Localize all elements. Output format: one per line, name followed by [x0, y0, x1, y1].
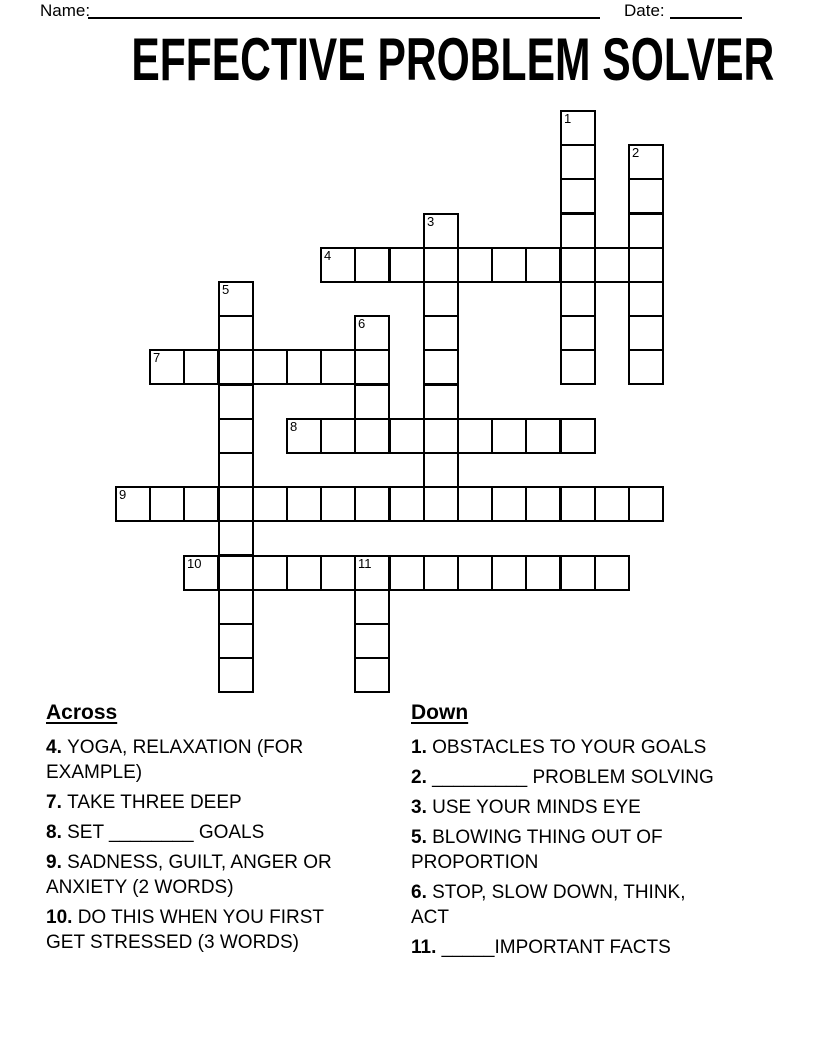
- clue-text: _________ PROBLEM SOLVING: [432, 767, 714, 788]
- clue-number: 3.: [411, 797, 433, 818]
- grid-cell[interactable]: [491, 555, 527, 591]
- grid-cell[interactable]: [354, 623, 390, 659]
- grid-cell[interactable]: [457, 247, 493, 283]
- grid-cell[interactable]: [354, 418, 390, 454]
- grid-cell[interactable]: [560, 349, 596, 385]
- grid-cell[interactable]: [286, 555, 322, 591]
- grid-cell[interactable]: [320, 418, 356, 454]
- grid-cell[interactable]: [354, 384, 390, 420]
- grid-cell[interactable]: [320, 555, 356, 591]
- grid-cell[interactable]: [491, 486, 527, 522]
- clue-text: YOGA, RELAXATION (FOR EXAMPLE): [46, 737, 304, 783]
- grid-cell[interactable]: [423, 281, 459, 317]
- grid-cell[interactable]: [594, 486, 630, 522]
- grid-cell[interactable]: [183, 349, 219, 385]
- down-clues-section: [411, 700, 725, 965]
- grid-cell[interactable]: [423, 418, 459, 454]
- grid-cell[interactable]: [218, 315, 254, 351]
- grid-cell[interactable]: [218, 452, 254, 488]
- grid-cell[interactable]: [183, 486, 219, 522]
- clue-text: TAKE THREE DEEP: [67, 792, 242, 813]
- clue-number: 8.: [46, 822, 68, 843]
- grid-cell[interactable]: [491, 247, 527, 283]
- grid-cell[interactable]: [560, 281, 596, 317]
- clue-item: [46, 850, 352, 900]
- grid-cell[interactable]: [628, 144, 664, 180]
- grid-cell[interactable]: [560, 247, 596, 283]
- grid-cell[interactable]: [389, 418, 425, 454]
- grid-number: 4: [324, 248, 332, 263]
- across-clues-section: [46, 700, 352, 960]
- clue-item: [411, 825, 725, 875]
- grid-cell[interactable]: [286, 349, 322, 385]
- grid-cell[interactable]: [628, 486, 664, 522]
- grid-cell[interactable]: [218, 589, 254, 625]
- grid-cell[interactable]: [320, 247, 356, 283]
- grid-cell[interactable]: [525, 247, 561, 283]
- grid-cell[interactable]: [560, 486, 596, 522]
- grid-cell[interactable]: [594, 555, 630, 591]
- grid-number: 9: [119, 487, 127, 502]
- grid-cell[interactable]: [560, 315, 596, 351]
- clue-text: BLOWING THING OUT OF PROPORTION: [411, 827, 663, 873]
- grid-cell[interactable]: [218, 623, 254, 659]
- title-row: [0, 26, 816, 93]
- clue-number: 5.: [411, 827, 433, 848]
- name-label: Name:: [40, 1, 91, 20]
- grid-cell[interactable]: [423, 384, 459, 420]
- clue-text: STOP, SLOW DOWN, THINK, ACT: [411, 882, 686, 928]
- grid-cell[interactable]: [218, 657, 254, 693]
- grid-cell[interactable]: [354, 315, 390, 351]
- grid-number: 1: [564, 111, 572, 126]
- grid-cell[interactable]: [423, 315, 459, 351]
- clue-item: [411, 735, 725, 760]
- grid-number: 6: [358, 316, 366, 331]
- grid-cell[interactable]: [354, 555, 390, 591]
- clue-item: [46, 735, 352, 785]
- grid-cell[interactable]: [560, 110, 596, 146]
- grid-cell[interactable]: [218, 349, 254, 385]
- grid-cell[interactable]: [457, 486, 493, 522]
- grid-cell[interactable]: [286, 486, 322, 522]
- grid-cell[interactable]: [320, 349, 356, 385]
- grid-cell[interactable]: [354, 247, 390, 283]
- grid-cell[interactable]: [628, 213, 664, 249]
- clue-item: [411, 880, 725, 930]
- clue-text: USE YOUR MINDS EYE: [432, 797, 641, 818]
- clue-number: 6.: [411, 882, 433, 903]
- across-heading: Across: [46, 701, 118, 724]
- grid-cell[interactable]: [457, 418, 493, 454]
- grid-cell[interactable]: [149, 486, 185, 522]
- down-clue-list: [411, 735, 725, 960]
- date-label: Date:: [624, 1, 665, 20]
- clue-item: [46, 790, 352, 815]
- grid-cell[interactable]: [423, 452, 459, 488]
- clue-text: SET ________ GOALS: [67, 822, 265, 843]
- grid-number: 7: [153, 350, 161, 365]
- grid-cell[interactable]: [218, 281, 254, 317]
- grid-cell[interactable]: [149, 349, 185, 385]
- grid-cell[interactable]: [628, 315, 664, 351]
- grid-cell[interactable]: [354, 657, 390, 693]
- grid-cell[interactable]: [628, 178, 664, 214]
- clue-text: SADNESS, GUILT, ANGER OR ANXIETY (2 WORDS): [46, 852, 332, 898]
- grid-cell[interactable]: [560, 213, 596, 249]
- grid-cell[interactable]: [218, 384, 254, 420]
- grid-number: 8: [290, 419, 298, 434]
- grid-cell[interactable]: [560, 144, 596, 180]
- grid-cell[interactable]: [320, 486, 356, 522]
- grid-cell[interactable]: [218, 555, 254, 591]
- grid-cell[interactable]: [252, 486, 288, 522]
- grid-cell[interactable]: [594, 247, 630, 283]
- clue-number: 9.: [46, 852, 68, 873]
- grid-cell[interactable]: [218, 486, 254, 522]
- grid-number: 10: [187, 556, 202, 571]
- grid-cell[interactable]: [628, 349, 664, 385]
- grid-number: 3: [427, 214, 435, 229]
- clue-text: DO THIS WHEN YOU FIRST GET STRESSED (3 WORDS): [46, 907, 324, 953]
- grid-cell[interactable]: [218, 520, 254, 556]
- grid-cell[interactable]: [183, 555, 219, 591]
- grid-cell[interactable]: [389, 486, 425, 522]
- grid-cell[interactable]: [286, 418, 322, 454]
- across-clue-list: [46, 735, 352, 955]
- date-line[interactable]: [670, 17, 742, 19]
- down-heading: Down: [411, 701, 469, 724]
- name-line[interactable]: [88, 17, 600, 19]
- grid-cell[interactable]: [423, 486, 459, 522]
- grid-cell[interactable]: [560, 555, 596, 591]
- clue-text: OBSTACLES TO YOUR GOALS: [432, 737, 707, 758]
- clue-item: [46, 820, 352, 845]
- grid-cell[interactable]: [423, 349, 459, 385]
- grid-cell[interactable]: [525, 418, 561, 454]
- grid-cell[interactable]: [525, 555, 561, 591]
- crossword-grid: [115, 110, 667, 696]
- grid-cell[interactable]: [218, 418, 254, 454]
- grid-cell[interactable]: [491, 418, 527, 454]
- grid-cell[interactable]: [354, 589, 390, 625]
- grid-number: 2: [632, 145, 640, 160]
- puzzle-title: EFFECTIVE PROBLEM SOLVER: [131, 26, 775, 93]
- grid-cell[interactable]: [252, 555, 288, 591]
- grid-cell[interactable]: [560, 178, 596, 214]
- grid-cell[interactable]: [457, 555, 493, 591]
- clue-text: _____IMPORTANT FACTS: [441, 937, 671, 958]
- grid-cell[interactable]: [423, 555, 459, 591]
- grid-cell[interactable]: [423, 213, 459, 249]
- clue-number: 1.: [411, 737, 433, 758]
- grid-cell[interactable]: [423, 247, 459, 283]
- grid-cell[interactable]: [354, 349, 390, 385]
- clue-number: 2.: [411, 767, 433, 788]
- grid-cell[interactable]: [525, 486, 561, 522]
- grid-cell[interactable]: [389, 247, 425, 283]
- clue-item: [411, 935, 725, 960]
- clue-number: 10.: [46, 907, 78, 928]
- grid-cell[interactable]: [628, 247, 664, 283]
- clue-number: 4.: [46, 737, 68, 758]
- clue-number: 11.: [411, 937, 442, 958]
- grid-cell[interactable]: [389, 555, 425, 591]
- grid-number: 5: [222, 282, 230, 297]
- clue-number: 7.: [46, 792, 68, 813]
- clue-item: [46, 905, 352, 955]
- grid-cell[interactable]: [252, 349, 288, 385]
- clue-item: [411, 765, 725, 790]
- clue-item: [411, 795, 725, 820]
- grid-cell[interactable]: [115, 486, 151, 522]
- grid-number: 11: [358, 556, 372, 571]
- grid-cell[interactable]: [354, 486, 390, 522]
- grid-cell[interactable]: [560, 418, 596, 454]
- grid-cell[interactable]: [628, 281, 664, 317]
